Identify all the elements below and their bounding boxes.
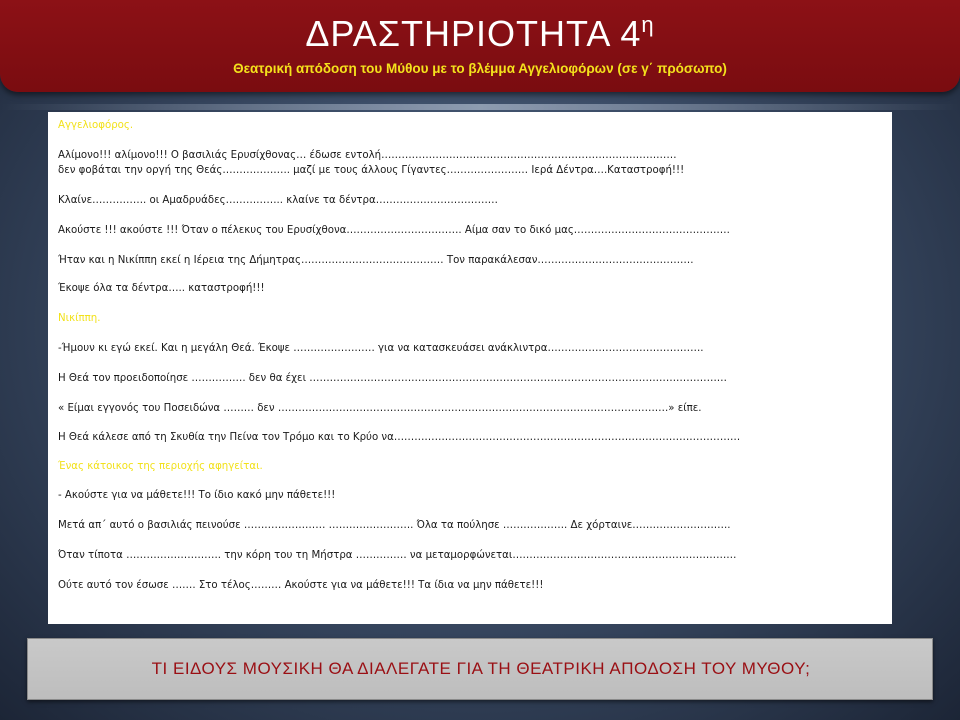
doc-line: Η Θεά κάλεσε από τη Σκυθία την Πείνα τον Τρόμο και το Κρύο να………………………………………………………………………………………… [58,432,741,443]
worksheet-document [48,112,892,624]
doc-line: -Ήμουν κι εγώ εκεί. Και η μεγάλη Θεά. Έκοψε …………………… για να κατασκευάσει ανάκλιντρα………………………………………. [58,343,704,354]
question-box [27,638,933,700]
divider-glow [0,104,960,110]
doc-line: « Είμαι εγγονός του Ποσειδώνα ……… δεν …………………………………………………………………………………………………….» είπε. [58,403,702,414]
doc-line: Ακούστε !!! ακούστε !!! Όταν ο πέλεκυς του Ερυσίχθονα……………………………. Αίμα σαν το δικό μας………………………………………. [58,225,730,236]
question-text: ΤΙ ΕΙΔΟΥΣ ΜΟΥΣΙΚΗ ΘΑ ΔΙΑΛΕΓΑΤΕ ΓΙΑ ΤΗ ΘΕΑΤΡΙΚΗ ΑΠΟΔΟΣΗ ΤΟΥ ΜΥΘΟΥ; [151,659,811,678]
doc-line: Όταν τίποτα ………………………. την κόρη του τη Μήστρα …………… να μεταμορφώνεται………………………………………………………… [58,550,737,561]
doc-line: Αλίμονο!!! αλίμονο!!! Ο βασιλιάς Ερυσίχθονας… έδωσε εντολή…………………………………………………………………………… [58,150,677,161]
page-subtitle: Θεατρική απόδοση του Μύθου με το βλέμμα Αγγελιοφόρων (σε γ΄ πρόσωπο) [233,61,727,76]
doc-line: - Ακούστε για να μάθετε!!! Το ίδιο κακό μην πάθετε!!! [58,490,336,501]
speaker-label-nikippi: Νικίππη. [58,313,101,324]
doc-line: Έκοψε όλα τα δέντρα….. καταστροφή!!! [58,283,265,294]
speaker-label-messenger: Αγγελιοφόρος. [58,120,134,131]
page-title [0,12,960,55]
doc-line: Κλαίνε……………. οι Αμαδρυάδες…………….. κλαίνε τα δέντρα……………………………… [58,195,498,206]
doc-line: Ήταν και η Νικίππη εκεί η Ιέρεια της Δήμητρας…………………………………… Τον παρακάλεσαν………………………………………. [58,255,694,266]
doc-line: Μετά απ΄ αυτό ο βασιλιάς πεινούσε …………………… ……………………. Όλα τα πούλησε ………………. Δε χόρταινε……………………….. [58,520,731,531]
doc-line: Η Θεά τον προειδοποίησε ……………. δεν θα έχει …………………………………………………………………………………………………………… [58,373,727,384]
doc-line: δεν φοβάται την οργή της Θεάς……………….. μαζί με τους άλλους Γίγαντες…………………… Ιερά Δέντρα….Καταστροφή!!! [58,165,685,176]
speaker-label-resident: Ένας κάτοικος της περιοχής αφηγείται. [58,461,263,472]
doc-line: Ούτε αυτό τον έσωσε ……. Στο τέλος……… Ακούστε για να μάθετε!!! Τα ίδια να μην πάθετε!!! [58,580,544,591]
title-superscript: η [641,12,655,37]
title-banner [0,0,960,92]
title-text: ΔΡΑΣΤΗΡΙΟΤΗΤΑ 4 [305,13,642,54]
